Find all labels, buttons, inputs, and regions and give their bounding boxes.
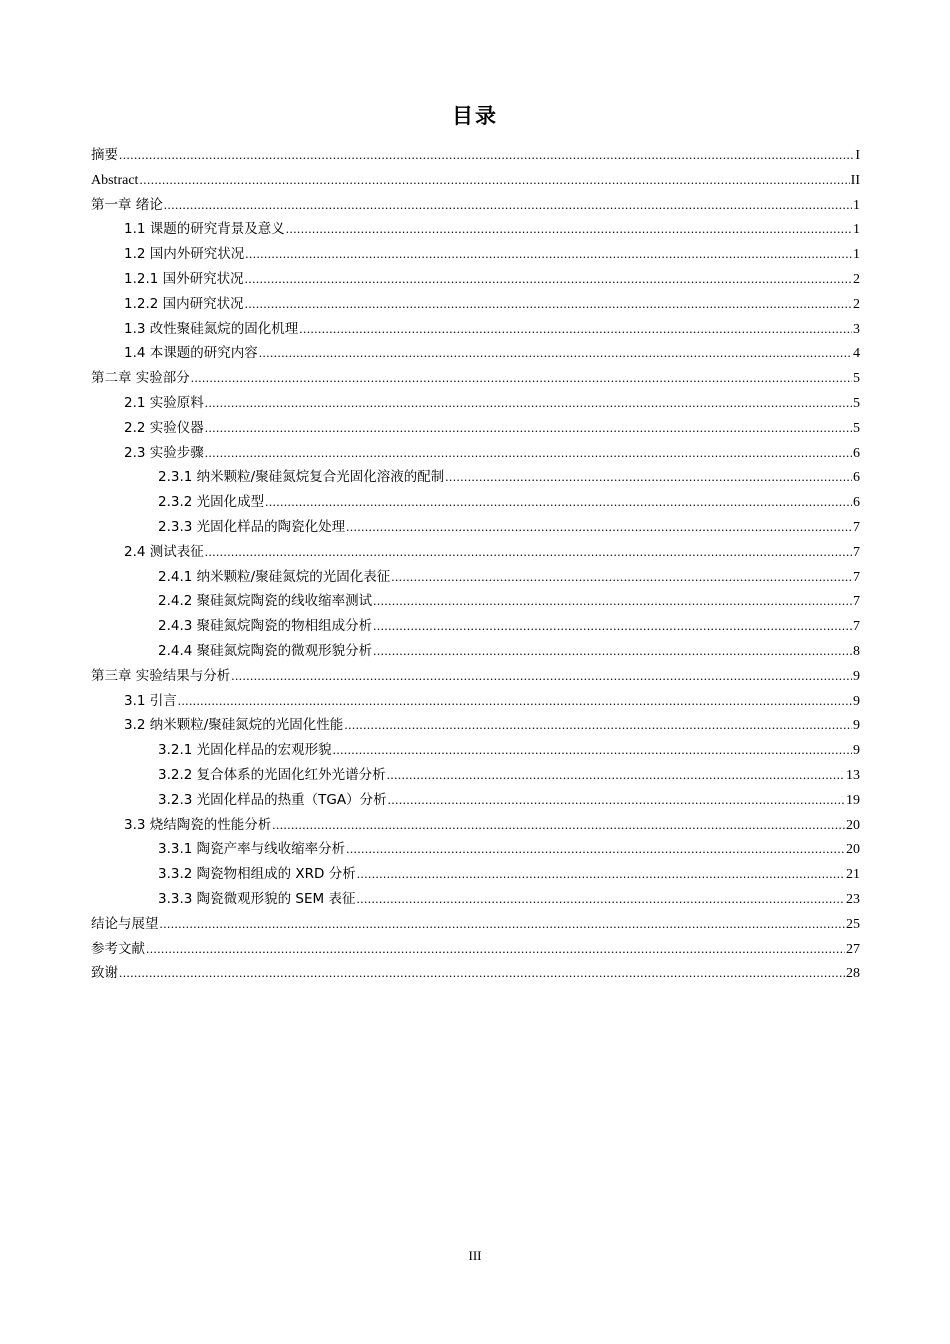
toc-dot-leader [205, 416, 852, 441]
toc-entry-page: 2 [853, 296, 860, 312]
toc-entry[interactable] [91, 589, 860, 614]
toc-entry-label: 3.3.2 陶瓷物相组成的 XRD 分析 [158, 866, 356, 883]
toc-entry-page: 9 [853, 668, 860, 684]
toc-entry-label: 结论与展望 [91, 915, 159, 932]
toc-entry-page: 1 [853, 197, 860, 213]
toc-entry-page: 20 [846, 817, 860, 833]
toc-entry-page: II [850, 172, 860, 188]
toc-entry-label: 第一章 绪论 [91, 196, 163, 213]
toc-entry-page: 20 [846, 842, 860, 858]
toc-dot-leader [272, 813, 845, 838]
toc-entry-label: 3.2.1 光固化样品的宏观形貌 [158, 742, 332, 759]
toc-entry[interactable] [91, 813, 860, 838]
toc-entry-label: 2.3.2 光固化成型 [158, 494, 265, 511]
toc-entry-page: 27 [846, 941, 860, 957]
toc-entry[interactable] [91, 614, 860, 639]
toc-entry[interactable] [91, 862, 860, 887]
toc-entry-page: 9 [853, 743, 860, 759]
toc-dot-leader [231, 664, 852, 689]
toc-dot-leader [346, 837, 845, 862]
toc-entry[interactable] [91, 465, 860, 490]
toc-entry-page: 7 [853, 569, 860, 585]
toc-entry-label: 3.3 烧结陶瓷的性能分析 [124, 816, 272, 833]
page-number: III [468, 1248, 482, 1263]
toc-entry[interactable] [91, 837, 860, 862]
toc-dot-leader [178, 689, 852, 714]
toc-dot-leader [445, 465, 852, 490]
toc-entry-label: 参考文献 [91, 940, 145, 957]
toc-entry[interactable] [91, 193, 860, 218]
toc-entry-page: 7 [853, 619, 860, 635]
toc-entry-label: 1.2.2 国内研究状况 [124, 295, 244, 312]
toc-dot-leader [245, 292, 852, 317]
toc-entry[interactable] [91, 341, 860, 366]
toc-entry-label: 3.2 纳米颗粒/聚硅氮烷的光固化性能 [124, 717, 344, 734]
toc-entry[interactable] [91, 416, 860, 441]
toc-entry[interactable] [91, 887, 860, 912]
toc-entry-page: 4 [853, 346, 860, 362]
toc-dot-leader [391, 565, 852, 590]
toc-entry-label: 1.3 改性聚硅氮烷的固化机理 [124, 320, 299, 337]
toc-dot-leader [387, 763, 845, 788]
toc-entry-page: 9 [853, 693, 860, 709]
toc-dot-leader [373, 589, 852, 614]
toc-entry-page: 1 [853, 222, 860, 238]
toc-dot-leader [333, 738, 852, 763]
toc-entry-label: 2.3 实验步骤 [124, 444, 204, 461]
toc-entry[interactable] [91, 937, 860, 962]
toc-entry[interactable] [91, 267, 860, 292]
toc-entry-label: 2.3.3 光固化样品的陶瓷化处理 [158, 518, 346, 535]
toc-entry-label: 3.3.3 陶瓷微观形貌的 SEM 表征 [158, 890, 356, 907]
toc-dot-leader [265, 490, 852, 515]
toc-entry-page: 9 [853, 718, 860, 734]
toc-entry-label: 2.4.1 纳米颗粒/聚硅氮烷的光固化表征 [158, 568, 391, 585]
toc-entry-page: 5 [853, 371, 860, 387]
toc-dot-leader [346, 515, 852, 540]
toc-entry-page: I [855, 148, 860, 163]
toc-entry-page: 13 [846, 767, 860, 783]
toc-entry[interactable] [91, 292, 860, 317]
toc-entry-label: 2.4.2 聚硅氮烷陶瓷的线收缩率测试 [158, 593, 373, 610]
toc-dot-leader [119, 961, 845, 986]
toc-dot-leader [139, 168, 849, 193]
toc-dot-leader [286, 217, 852, 242]
toc-dot-leader [205, 540, 852, 565]
toc-entry-label: 1.2.1 国外研究状况 [124, 270, 244, 287]
toc-dot-leader [245, 267, 852, 292]
toc-entry[interactable] [91, 961, 860, 986]
toc-entry[interactable] [91, 441, 860, 466]
toc-entry-label: 2.4.4 聚硅氮烷陶瓷的微观形貌分析 [158, 642, 373, 659]
toc-entry[interactable] [91, 788, 860, 813]
toc-entry-label: 1.1 课题的研究背景及意义 [124, 221, 285, 238]
page-title: 目录 [452, 104, 498, 128]
toc-entry-label: 致谢 [91, 965, 118, 982]
toc-entry[interactable] [91, 242, 860, 267]
toc-entry-page: 5 [853, 420, 860, 436]
toc-dot-leader [205, 391, 852, 416]
toc-entry-label: 第三章 实验结果与分析 [91, 667, 231, 684]
toc-dot-leader [146, 937, 845, 962]
toc-dot-leader [299, 317, 852, 342]
toc-entry[interactable] [91, 912, 860, 937]
toc-entry-label: 2.3.1 纳米颗粒/聚硅氮烷复合光固化溶液的配制 [158, 469, 445, 486]
toc-entry-label: 1.2 国内外研究状况 [124, 246, 245, 263]
toc-entry-page: 7 [853, 594, 860, 610]
toc-entry[interactable] [91, 217, 860, 242]
toc-entry-label: 3.1 引言 [124, 692, 177, 709]
toc-entry-page: 6 [853, 470, 860, 486]
toc-dot-leader [119, 143, 854, 168]
toc-entry[interactable] [91, 143, 860, 168]
toc-entry[interactable] [91, 168, 860, 193]
toc-entry[interactable] [91, 639, 860, 664]
toc-entry-page: 6 [853, 445, 860, 461]
toc-dot-leader [373, 639, 852, 664]
toc-entry-page: 28 [846, 966, 860, 982]
toc-entry-label: 摘要 [91, 147, 118, 163]
toc-entry-page: 7 [853, 519, 860, 535]
table-of-contents [91, 143, 860, 986]
toc-entry[interactable] [91, 366, 860, 391]
toc-entry[interactable] [91, 664, 860, 689]
toc-entry-page: 3 [853, 321, 860, 337]
toc-entry[interactable] [91, 317, 860, 342]
toc-entry-page: 1 [853, 247, 860, 263]
toc-entry-page: 23 [846, 891, 860, 907]
toc-entry-page: 8 [853, 643, 860, 659]
toc-entry-label: 2.4 测试表征 [124, 543, 204, 560]
toc-entry-label: 2.1 实验原料 [124, 394, 204, 411]
toc-dot-leader [191, 366, 852, 391]
toc-entry-label: 1.4 本课题的研究内容 [124, 345, 258, 362]
toc-entry-page: 2 [853, 271, 860, 287]
toc-entry-label: Abstract [91, 172, 139, 188]
toc-entry[interactable] [91, 713, 860, 738]
toc-entry-page: 19 [846, 792, 860, 808]
toc-entry[interactable] [91, 540, 860, 565]
toc-entry-page: 6 [853, 495, 860, 511]
toc-entry-page: 7 [853, 544, 860, 560]
toc-dot-leader [373, 614, 852, 639]
toc-dot-leader [356, 887, 845, 912]
toc-dot-leader [164, 193, 852, 218]
toc-dot-leader [344, 713, 852, 738]
toc-entry-label: 3.2.2 复合体系的光固化红外光谱分析 [158, 766, 386, 783]
toc-entry[interactable] [91, 738, 860, 763]
toc-entry[interactable] [91, 490, 860, 515]
toc-entry-label: 2.2 实验仪器 [124, 419, 204, 436]
toc-entry-page: 21 [846, 867, 860, 883]
toc-entry[interactable] [91, 391, 860, 416]
toc-entry[interactable] [91, 565, 860, 590]
toc-dot-leader [357, 862, 845, 887]
toc-entry-label: 3.2.3 光固化样品的热重（TGA）分析 [158, 791, 387, 808]
toc-entry[interactable] [91, 689, 860, 714]
toc-entry-label: 3.3.1 陶瓷产率与线收缩率分析 [158, 841, 346, 858]
toc-dot-leader [259, 341, 852, 366]
toc-entry[interactable] [91, 515, 860, 540]
toc-dot-leader [245, 242, 852, 267]
toc-entry-label: 第二章 实验部分 [91, 370, 190, 387]
toc-dot-leader [205, 441, 852, 466]
toc-dot-leader [388, 788, 845, 813]
toc-entry-page: 5 [853, 395, 860, 411]
toc-entry-page: 25 [846, 916, 860, 932]
toc-dot-leader [160, 912, 846, 937]
toc-entry[interactable] [91, 763, 860, 788]
toc-entry-label: 2.4.3 聚硅氮烷陶瓷的物相组成分析 [158, 618, 373, 635]
